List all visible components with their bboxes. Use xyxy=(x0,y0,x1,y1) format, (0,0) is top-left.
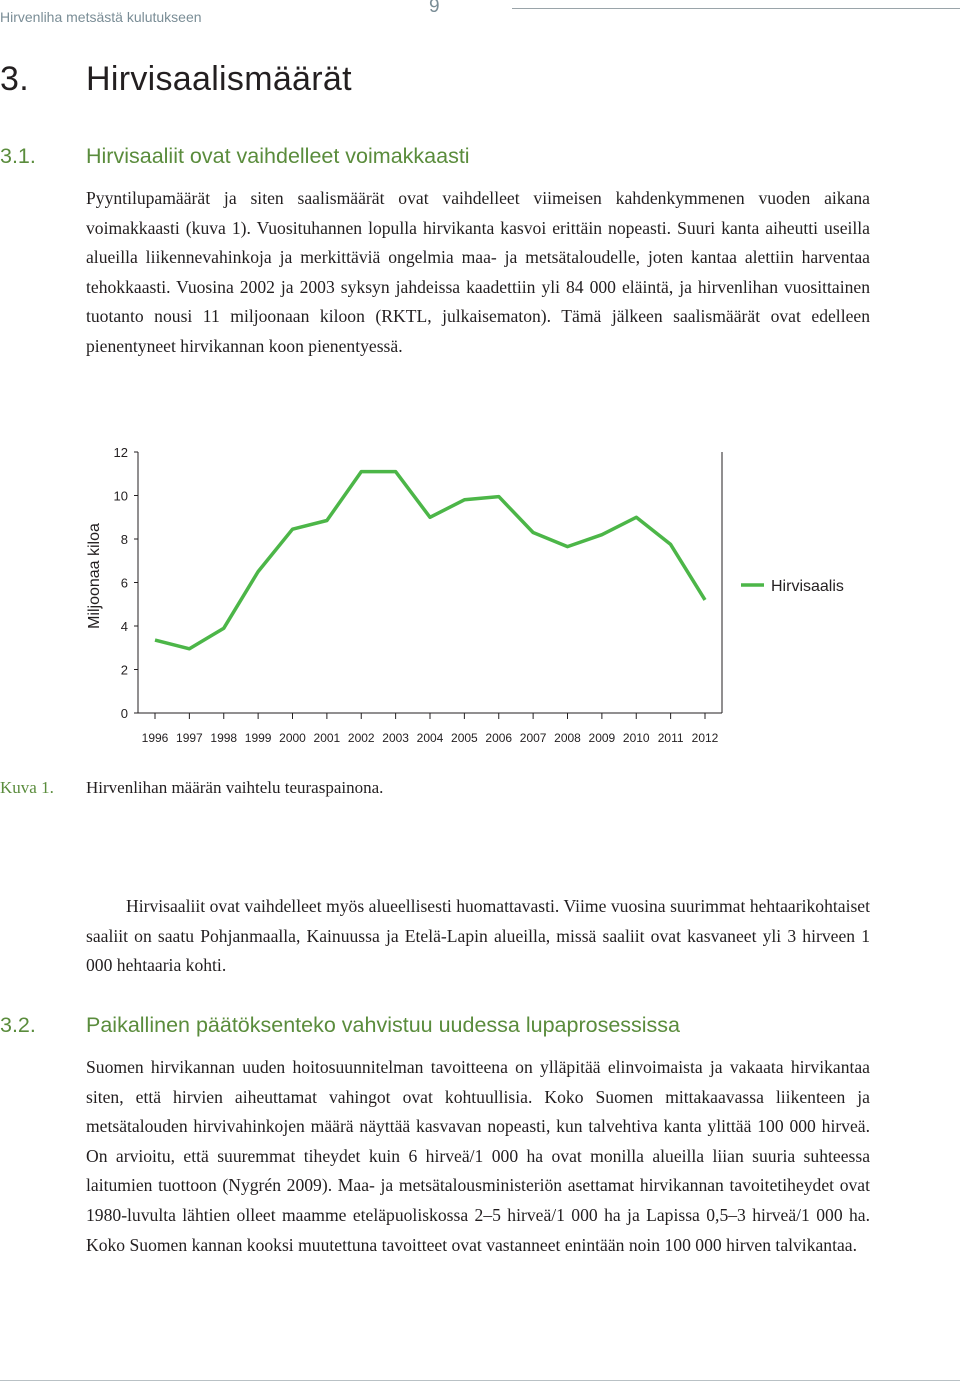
y-axis-label xyxy=(86,523,103,629)
figure-caption xyxy=(0,778,383,798)
caption-text: Hirvenlihan määrän vaihtelu teuraspainona. xyxy=(86,778,384,797)
y-tick-labels xyxy=(114,445,138,721)
y-tick-label: 4 xyxy=(120,619,128,634)
x-tick-label: 1996 xyxy=(141,731,169,745)
running-title: Hirvenliha metsästä kulutukseen xyxy=(0,9,202,25)
x-tick-label: 2005 xyxy=(451,731,478,745)
body-paragraph-3 xyxy=(86,1053,870,1260)
subsection-heading-2 xyxy=(0,1013,680,1038)
body-paragraph-2 xyxy=(86,892,870,981)
y-tick-label: 12 xyxy=(113,445,128,460)
y-axis-label-text: Miljoonaa kiloa xyxy=(86,523,103,629)
x-tick-label: 2008 xyxy=(554,731,581,745)
paragraph-3-text: Suomen hirvikannan uuden hoitosuunnitelman tavoitteena on ylläpitää elinvoimaista ja vakaata hirvikantaa siten, että hirvien aiheuttamat vahingot ovat kohtuullisia. Koko Suomen mittakaavassa liikenteen ja metsätalouden hirvivahinkojen määrä näyttää kasvavan nopeasti, kun talvehtiva kanta ylittää 100 000 hirveä. On arvioitu, että suuremmat tiheydet kuin 6 hirveä/1 000 ha ovat monilla alueilla liian suuria suhteessa laitumien tuottoon (Nygrén 2009). Maa- ja metsätalousministeriön asettamat hirvikannan tavoitetiheydet ovat 1980-luvulta lähtien olleet maamme eteläpuoliskossa 2–5 hirveä/1 000 ha ja Lapissa 0,5–3 hirveä/1 000 ha. Koko Suomen kannan kooksi muutettuna tavoitteet ovat vastanneet enintään noin 100 000 hirven talvikantaa. xyxy=(86,1057,870,1255)
x-tick-label: 1997 xyxy=(176,731,203,745)
y-tick-label: 6 xyxy=(120,575,128,591)
x-tick-label: 1999 xyxy=(244,731,272,745)
subsection-2-title: Paikallinen päätöksenteko vahvistuu uudessa lupaprosessissa xyxy=(86,1013,681,1037)
legend-label-hirvisaalis: Hirvisaalis xyxy=(771,578,844,595)
section-heading xyxy=(0,60,352,99)
x-tick-label: 2012 xyxy=(691,731,719,745)
x-tick-label: 1998 xyxy=(210,731,238,745)
x-tick-labels xyxy=(142,731,719,745)
footer-rule xyxy=(0,1380,960,1381)
x-tick-marks xyxy=(155,713,705,719)
caption-label: Kuva 1. xyxy=(0,778,54,797)
x-tick-label: 2009 xyxy=(588,731,616,745)
y-tick-label: 10 xyxy=(113,488,128,504)
subsection-1-number: 3.1. xyxy=(0,144,36,168)
header-rule xyxy=(512,8,960,9)
x-tick-label: 2002 xyxy=(347,731,375,745)
x-tick-label: 2004 xyxy=(416,731,444,745)
x-tick-label: 2000 xyxy=(279,731,306,745)
section-title: Hirvisaalismäärät xyxy=(86,60,352,98)
y-tick-label: 2 xyxy=(120,662,128,678)
subsection-2-number: 3.2. xyxy=(0,1013,36,1037)
series-line-hirvisaalis xyxy=(155,472,705,649)
section-number: 3. xyxy=(0,60,29,98)
x-tick-label: 2001 xyxy=(313,731,341,745)
line-chart xyxy=(0,430,960,760)
body-paragraph-1 xyxy=(86,184,870,362)
x-tick-label: 2011 xyxy=(657,731,684,745)
y-tick-label: 8 xyxy=(120,532,128,547)
page-number: 9 xyxy=(429,0,440,17)
subsection-heading-1 xyxy=(0,144,470,169)
y-tick-label: 0 xyxy=(120,706,128,721)
x-tick-label: 2010 xyxy=(622,731,650,745)
x-tick-label: 2003 xyxy=(382,731,409,745)
x-tick-label: 2007 xyxy=(519,731,547,745)
subsection-1-title: Hirvisaaliit ovat vaihdelleet voimakkaasti xyxy=(86,144,470,168)
paragraph-2-text: Hirvisaaliit ovat vaihdelleet myös alueellisesti huomattavasti. Viime vuosina suurimmat hehtaarikohtaiset saaliit on saatu Pohjanmaalla, Kainuussa ja Etelä-Lapin alueilla, missä saaliit ovat kasvaneet yli 3 hirveen 1 000 hehtaaria kohti. xyxy=(86,896,870,976)
x-tick-label: 2006 xyxy=(485,731,513,745)
legend xyxy=(741,578,844,595)
paragraph-1-text: Pyyntilupamäärät ja siten saalismäärät ovat vaihdelleet viimeisen kahdenkymmenen vuoden aikana voimakkaasti (kuva 1). Vuosituhannen lopulla hirvikanta kasvoi erittäin nopeasti. Suuri kanta aiheutti useilla alueilla liikennevahinkoja ja merkittäviä ongelmia maa- ja metsätaloudelle, joten kantaa alettiin harventaa tehokkaasti. Vuosina 2002 ja 2003 syksyn jahdeissa kaadettiin yli 84 000 eläintä, ja hirvenlihan vuosittainen tuotanto nousi 11 miljoonaan kiloon (RKTL, julkaisematon). Tämä jälkeen saalismäärät ovat edelleen pienentyneet hirvikannan koon pienentyessä. xyxy=(86,188,870,356)
